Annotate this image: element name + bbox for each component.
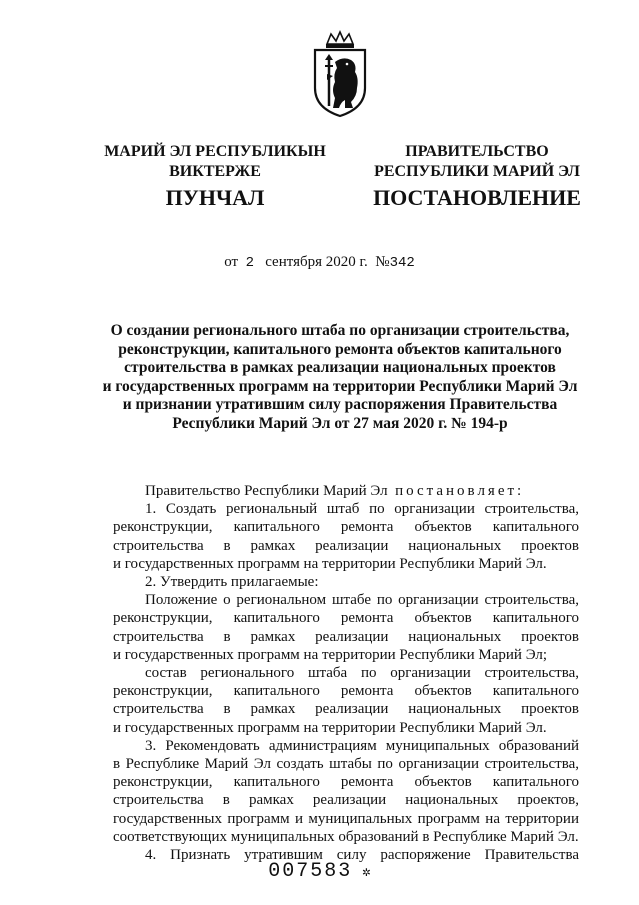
item-2: 2. Утвердить прилагаемые: xyxy=(145,574,319,591)
item-3-line: в Республике Марий Эл создать штабы по организации строительства, xyxy=(113,756,579,773)
document-number: 342 xyxy=(389,255,415,271)
header-right-line1: ПРАВИТЕЛЬСТВО xyxy=(405,143,549,160)
document-dateline xyxy=(0,254,639,271)
header-right-doc-type: ПОСТАНОВЛЕНИЕ xyxy=(373,185,581,210)
preamble xyxy=(113,482,579,500)
item-3-line: строительства в рамках реализации национальных проектов, xyxy=(113,792,579,809)
title-line: реконструкции, капитального ремонта объектов капитального xyxy=(118,340,562,358)
serial-number: 007583 xyxy=(268,860,353,883)
form-serial-number xyxy=(0,860,639,883)
document-title xyxy=(90,322,590,433)
header-right-line2: РЕСПУБЛИКИ МАРИЙ ЭЛ xyxy=(374,163,580,180)
title-line: и государственных программ на территории Республики Марий Эл xyxy=(102,377,578,395)
title-line: Республики Марий Эл от 27 мая 2020 г. № 194-р xyxy=(172,414,508,432)
item-2b-line: строительства в рамках реализации национальных проектов xyxy=(113,701,579,718)
item-3-line: реконструкции, капитального ремонта объектов капитального xyxy=(113,774,579,791)
item-3-line: соответствующих муниципальных образований в Республике Марий Эл. xyxy=(113,828,579,845)
item-1-line: реконструкции, капитального ремонта объектов капитального xyxy=(113,519,579,536)
item-1-line: строительства в рамках реализации национальных проектов xyxy=(113,537,579,554)
coat-of-arms-icon xyxy=(299,30,381,118)
title-line: и признании утратившим силу распоряжения Правительства xyxy=(122,396,558,413)
item-2a-line: Положение о региональном штабе по организации строительства, xyxy=(145,592,579,609)
date-day: 2 xyxy=(245,255,254,271)
title-line: О создании регионального штаба по организации строительства, xyxy=(110,322,570,339)
item-1-line: и государственных программ на территории Республики Марий Эл. xyxy=(113,555,547,572)
item-1-line: 1. Создать региональный штаб по организации строительства, xyxy=(145,501,579,518)
item-3-line: 3. Рекомендовать администрациям муниципальных образований xyxy=(145,737,579,754)
item-2b-line: состав регионального штаба по организации строительства, xyxy=(145,665,579,682)
item-3-line: государственных программ и муниципальных программ на территории xyxy=(113,810,579,827)
item-2b-line: и государственных программ на территории Республики Марий Эл. xyxy=(113,719,547,736)
preamble-text: Правительство Республики Марий Эл xyxy=(145,483,388,499)
header-left-line2: ВИКТЕРЖЕ xyxy=(169,163,261,180)
star-mark-icon: ✲ xyxy=(362,865,371,881)
header-left-line1: МАРИЙ ЭЛ РЕСПУБЛИКЫН xyxy=(104,143,326,160)
title-line: строительства в рамках реализации национальных проектов xyxy=(124,359,556,376)
date-month-year: сентября 2020 г. xyxy=(265,254,368,270)
item-2a-line: и государственных программ на территории Республики Марий Эл; xyxy=(113,646,548,663)
item-2a-line: реконструкции, капитального ремонта объектов капитального xyxy=(113,610,579,627)
document-body xyxy=(113,482,579,864)
number-sign: № xyxy=(375,254,390,270)
header-left-doc-type: ПУНЧАЛ xyxy=(165,185,265,210)
item-4-line: 4. Признать утратившим силу распоряжение Правительства xyxy=(145,847,579,864)
item-2a-line: строительства в рамках реализации национальных проектов xyxy=(113,628,579,645)
preamble-verb: постановляет: xyxy=(395,483,525,499)
date-prefix: от xyxy=(224,254,239,270)
item-2b-line: реконструкции, капитального ремонта объектов капитального xyxy=(113,683,579,700)
